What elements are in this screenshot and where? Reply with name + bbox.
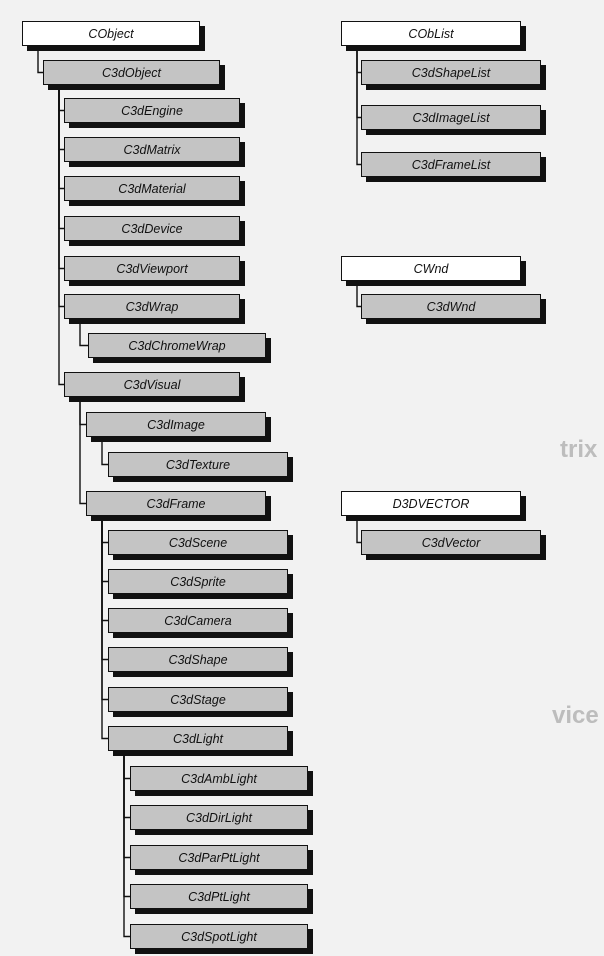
- node-c3dcamera: C3dCamera: [108, 608, 288, 633]
- node-c3dwnd: C3dWnd: [361, 294, 541, 319]
- node-c3dspotlight: C3dSpotLight: [130, 924, 308, 949]
- node-c3dviewport: C3dViewport: [64, 256, 240, 281]
- node-c3dshape: C3dShape: [108, 647, 288, 672]
- node-c3dlight: C3dLight: [108, 726, 288, 751]
- node-c3dobject: C3dObject: [43, 60, 220, 85]
- node-c3dmaterial: C3dMaterial: [64, 176, 240, 201]
- node-c3dwrap: C3dWrap: [64, 294, 240, 319]
- node-c3ddevice: C3dDevice: [64, 216, 240, 241]
- node-d3dvector: D3DVECTOR: [341, 491, 521, 516]
- node-c3dvisual: C3dVisual: [64, 372, 240, 397]
- node-c3dsprite: C3dSprite: [108, 569, 288, 594]
- node-cwnd: CWnd: [341, 256, 521, 281]
- node-c3dvector: C3dVector: [361, 530, 541, 555]
- node-c3damblight: C3dAmbLight: [130, 766, 308, 791]
- node-c3dscene: C3dScene: [108, 530, 288, 555]
- node-c3dengine: C3dEngine: [64, 98, 240, 123]
- node-cobject: CObject: [22, 21, 200, 46]
- node-c3dimage: C3dImage: [86, 412, 266, 437]
- node-c3dframe: C3dFrame: [86, 491, 266, 516]
- background-heading-matrix: trix: [560, 436, 598, 463]
- node-c3dmatrix: C3dMatrix: [64, 137, 240, 162]
- edge-c3dwrap-c3dchromewrap: [80, 319, 88, 346]
- background-heading-device: vice: [552, 702, 599, 729]
- node-c3dparptlight: C3dParPtLight: [130, 845, 308, 870]
- node-c3dimagelist: C3dImageList: [361, 105, 541, 130]
- node-c3dptlight: C3dPtLight: [130, 884, 308, 909]
- node-c3dchromewrap: C3dChromeWrap: [88, 333, 266, 358]
- node-coblist: CObList: [341, 21, 521, 46]
- node-c3dstage: C3dStage: [108, 687, 288, 712]
- node-c3ddirlight: C3dDirLight: [130, 805, 308, 830]
- node-c3dframelist: C3dFrameList: [361, 152, 541, 177]
- node-c3dtexture: C3dTexture: [108, 452, 288, 477]
- node-c3dshapelist: C3dShapeList: [361, 60, 541, 85]
